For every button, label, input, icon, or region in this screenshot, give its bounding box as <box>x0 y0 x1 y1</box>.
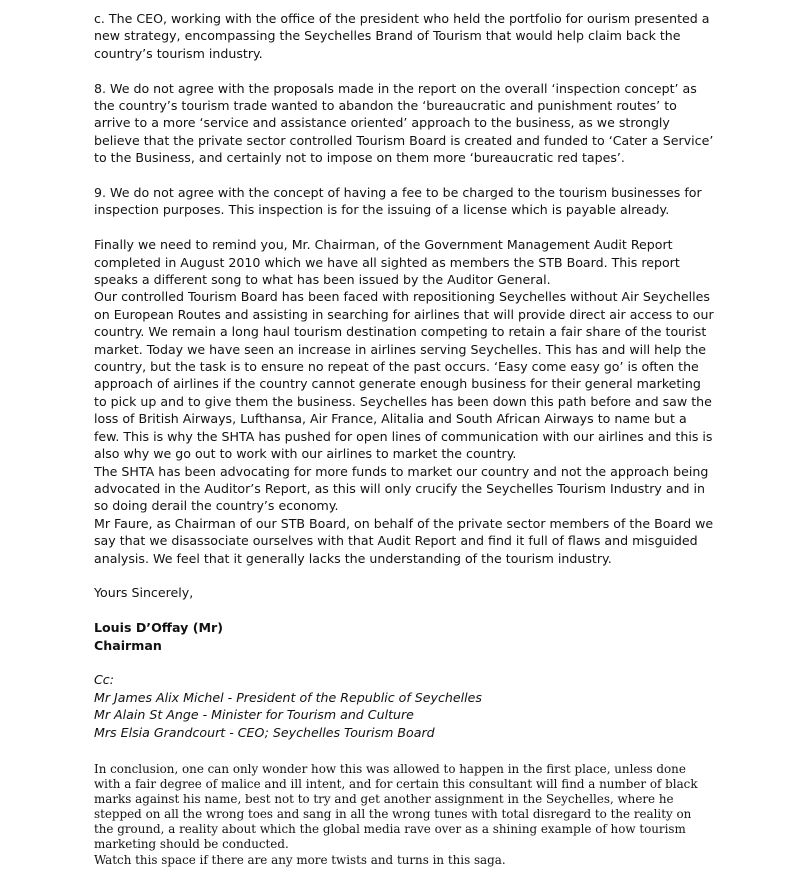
cc-recipient: Mrs Elsia Grandcourt - CEO; Seychelles Tourism Board <box>94 724 435 740</box>
cc-recipient: Mr Alain St Ange - Minister for Tourism and Culture <box>94 707 414 723</box>
paragraph-c: c. The CEO, working with the office of the president who held the portfolio for ourism presented a new strategy, encompassing the Seychelles Brand of Tourism that would help claim back the country’s tourism industry. <box>94 11 710 61</box>
paragraph-disassociate: Mr Faure, as Chairman of our STB Board, on behalf of the private sector members of the Board we say that we disassociate ourselves with that Audit Report and find it full of flaws and misguided analysis. We feel that it generally lacks the understanding of the tourism industry. <box>94 515 714 566</box>
commentary <box>94 762 714 868</box>
spacer <box>94 602 714 619</box>
paragraph-8: 8. We do not agree with the proposals made in the report on the overall ‘inspection concept’ as the country’s tourism trade wanted to abandon the ‘bureaucratic and punishment routes’ to arrive to a more ‘service and assistance oriented’ approach to the business, as we strongly believe that the private sector controlled Tourism Board is created and funded to ‘Cater a Service’ to the Business, and certainly not to impose on them more ‘bureaucratic red tapes’. <box>94 80 714 166</box>
paragraph-9: 9. We do not agree with the concept of having a fee to be charged to the tourism businesses for inspection purposes. This inspection is for the issuing of a license which is payable already. <box>94 185 702 218</box>
paragraph-funds: The SHTA has been advocating for more funds to market our country and not the approach being advocated in the Auditor’s Report, as this will only crucify the Seychelles Tourism Industry and in so doing derail the country’s economy. <box>94 463 709 514</box>
spacer <box>94 62 714 79</box>
watch-line: Watch this space if there are any more twists and turns in this saga. <box>94 852 506 867</box>
cc-recipient: Mr James Alix Michel - President of the Republic of Seychelles <box>94 689 482 705</box>
cc-label: Cc: <box>94 672 114 688</box>
paragraph-airlines: Our controlled Tourism Board has been faced with repositioning Seychelles without Air Seychelles on European Routes and assisting in searching for airlines that will provide direct air access to our country. We remain a long haul tourism destination competing to retain a fair share of the tourist market. Today we have seen an increase in airlines serving Seychelles. This has and will help the country, but the task is to ensure no repeat of the past occurs. ‘Easy come easy go’ is often the approach of airlines if the country cannot generate enough business for their general marketing to pick up and to give them the business. Seychelles has been down this path before and saw the loss of British Airways, Lufthansa, Air France, Alitalia and South African Airways to name but a few. This is why the SHTA has pushed for open lines of communication with our airlines and this is also why we go out to work with our airlines to market the country. <box>94 289 714 462</box>
spacer <box>94 219 714 236</box>
spacer <box>94 167 714 184</box>
paragraph-finally: Finally we need to remind you, Mr. Chairman, of the Government Management Audit Report completed in August 2010 which we have all sighted as members the STB Board. This report speaks a different song to what has been issued by the Auditor General. <box>94 237 680 288</box>
spacer <box>94 654 714 671</box>
letter-body <box>94 10 714 741</box>
signatory-title: Chairman <box>94 637 162 653</box>
spacer <box>94 567 714 584</box>
signatory-name: Louis D’Offay (Mr) <box>94 620 223 636</box>
conclusion-paragraph: In conclusion, one can only wonder how this was allowed to happen in the first place, unless done with a fair degree of malice and ill intent, and for certain this consultant will find a number of black marks against his name, best not to try and get another assignment in the Seychelles, where he stepped on all the wrong toes and sang in all the wrong tunes with total disregard to the reality on the ground, a reality about which the global media rave over as a shining example of how tourism marketing should be conducted. <box>94 762 698 852</box>
closing: Yours Sincerely, <box>94 585 194 601</box>
